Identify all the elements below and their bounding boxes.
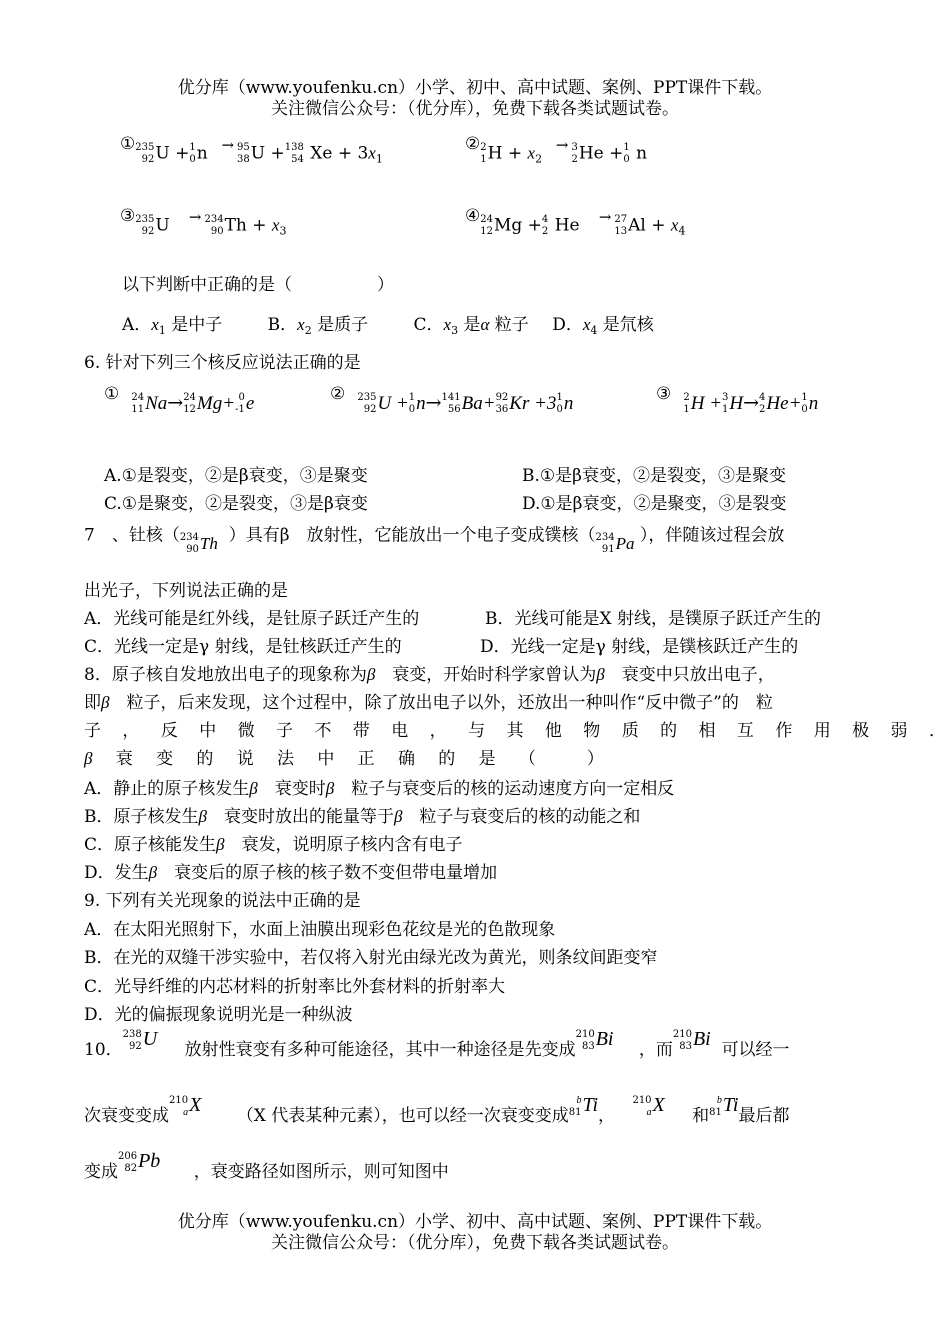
footer-line-2: 关注微信公众号：（优分库），免费下载各类试题试卷。 xyxy=(271,1233,679,1253)
q9-option-d: D．光的偏振现象说明光是一种纵波 xyxy=(84,1005,353,1025)
q8-stem-line-4: β 衰 变 的 说 法 中 正 确 的 是 （ ） xyxy=(84,749,604,769)
isotope-numbers: 138 54 xyxy=(284,142,304,165)
q5-reaction-3: ③ 235 92 U → 234 90 $Th + x_3$ xyxy=(120,205,287,238)
q6-stem: 6. 针对下列三个核反应说法正确的是 xyxy=(84,353,361,373)
arrow-icon: → xyxy=(188,207,202,226)
symbol: n xyxy=(196,143,208,164)
q6-option-c: C.①是聚变，②是裂变，③是β衰变 xyxy=(104,494,368,514)
q10-line-3: 变成 206 82 Pb ，衰变路径如图所示，则可知图中 xyxy=(84,1150,449,1182)
q6-option-a: A.①是裂变，②是β衰变，③是聚变 xyxy=(104,466,368,486)
q7-option-b: B．光线可能是X 射线，是镤原子跃迁产生的 xyxy=(485,609,821,629)
arrow-icon: → xyxy=(555,135,569,154)
q5-reaction-1: ① 235 92 U + 1 0 n → 95 38 U + 138 54 $Xe + 3x_1$ xyxy=(120,133,383,166)
reaction-number: ② xyxy=(465,133,481,154)
q10-line-2: 次衰变变成 210 a X （X 代表某种元素），也可以经一次衰变变成 b 81 Ti， 210 a X 和 b 81 Ti最后都 xyxy=(84,1094,790,1126)
q8-option-c: C．原子核能发生β 衰发，说明原子核内含有电子 xyxy=(84,835,463,855)
q9-option-c: C．光导纤维的内芯材料的折射率比外套材料的折射率大 xyxy=(84,977,506,997)
isotope-numbers: 1 0 xyxy=(189,142,196,165)
q6-reaction-3: ③ 2 1 H + 3 1 H→ 4 2 He+ 1 0 n xyxy=(656,384,819,415)
header-line-2: 关注微信公众号：（优分库），免费下载各类试题试卷。 xyxy=(271,99,679,119)
q6-option-b: B.①是β衰变，②是裂变，③是聚变 xyxy=(522,466,786,486)
symbol: U + xyxy=(155,143,190,164)
q7-option-d: D．光线一定是γ 射线，是镤核跃迁产生的 xyxy=(480,637,799,657)
q8-stem-line-1: 8．原子核自发地放出电子的现象称为β 衰变，开始时科学家曾认为β 衰变中只放出电子， xyxy=(84,665,775,685)
q7-option-c: C．光线一定是γ 射线，是钍核跃迁产生的 xyxy=(84,637,402,657)
footer-line-1: 优分库（www.youfenku.cn）小学、初中、高中试题、案例、PPT课件下载。 xyxy=(177,1212,773,1232)
q5-reaction-4: ④ 24 12 Mg + 4 2 He → 27 13 $Al + x_4$ xyxy=(465,205,686,238)
arrow-icon: → xyxy=(598,207,612,226)
q6-reaction-2: ② 235 92 U + 1 0 n→ 141 56 Ba+ 92 36 Kr +3 1 0 n xyxy=(330,384,574,415)
q9-option-b: B．在光的双缝干涉实验中，若仅将入射光由绿光改为黄光，则条纹间距变窄 xyxy=(84,948,658,968)
q8-option-b: B．原子核发生β 衰变时放出的能量等于β 粒子与衰变后的核的动能之和 xyxy=(84,807,641,827)
q6-option-d: D.①是β衰变，②是聚变，③是裂变 xyxy=(522,494,787,514)
q5-options: A．$x_1$ 是中子 B．$x_2$ 是质子 C．$x_3$ 是α 粒子 D．$x_4$ 是氘核 xyxy=(122,315,654,337)
q5-reaction-2: ② 2 1 $H + x_2$ → 3 2 He + 1 0 n xyxy=(465,133,648,166)
q5-prompt: 以下判断中正确的是（ ） xyxy=(122,275,394,295)
reaction-number: ① xyxy=(120,133,136,154)
q7-stem-cont: 出光子，下列说法正确的是 xyxy=(84,581,288,601)
symbol: Xe + 3 xyxy=(310,143,369,164)
arrow-icon: → xyxy=(167,392,184,414)
q6-reaction-1: ① 24 11 Na→ 24 12 Mg+ 0 -1 e xyxy=(104,384,255,415)
arrow-icon: → xyxy=(743,392,760,414)
header-line-1: 优分库（www.youfenku.cn）小学、初中、高中试题、案例、PPT课件下载。 xyxy=(177,78,773,98)
q8-option-a: A．静止的原子核发生β 衰变时β 粒子与衰变后的核的运动速度方向一定相反 xyxy=(84,779,675,799)
q9-option-a: A．在太阳光照射下，水面上油膜出现彩色花纹是光的色散现象 xyxy=(84,920,556,940)
q8-option-d: D．发生β 衰变后的原子核的核子数不变但带电量增加 xyxy=(84,863,498,883)
q10-line-1: 10． 238 92 U 放射性衰变有多种可能途径，其中一种途径是先变成 210 83 Bi ，而 210 83 Bi 可以经一 xyxy=(84,1028,790,1060)
isotope-numbers: 95 38 xyxy=(237,142,250,165)
q9-stem: 9. 下列有关光现象的说法中正确的是 xyxy=(84,891,361,911)
symbol: U + xyxy=(250,143,285,164)
q8-stem-line-2: 即β 粒子，后来发现，这个过程中，除了放出电子以外，还放出一种叫作“反中微子”的 粒 xyxy=(84,693,773,713)
q7-option-a: A．光线可能是红外线，是钍原子跃迁产生的 xyxy=(84,609,420,629)
q8-stem-line-3: 子 ， 反 中 微 子 不 带 电 ， 与 其 他 物 质 的 相 互 作 用 极 弱 ． xyxy=(84,721,946,741)
arrow-icon: → xyxy=(425,392,442,414)
arrow-icon: → xyxy=(221,135,235,154)
q7-stem: 7 、钍核（ 234 90 Th ）具有β 放射性，它能放出一个电子变成镤核（ 234 91 Pa ），伴随该过程会放 xyxy=(84,525,785,555)
isotope-numbers: 235 92 xyxy=(135,142,155,165)
